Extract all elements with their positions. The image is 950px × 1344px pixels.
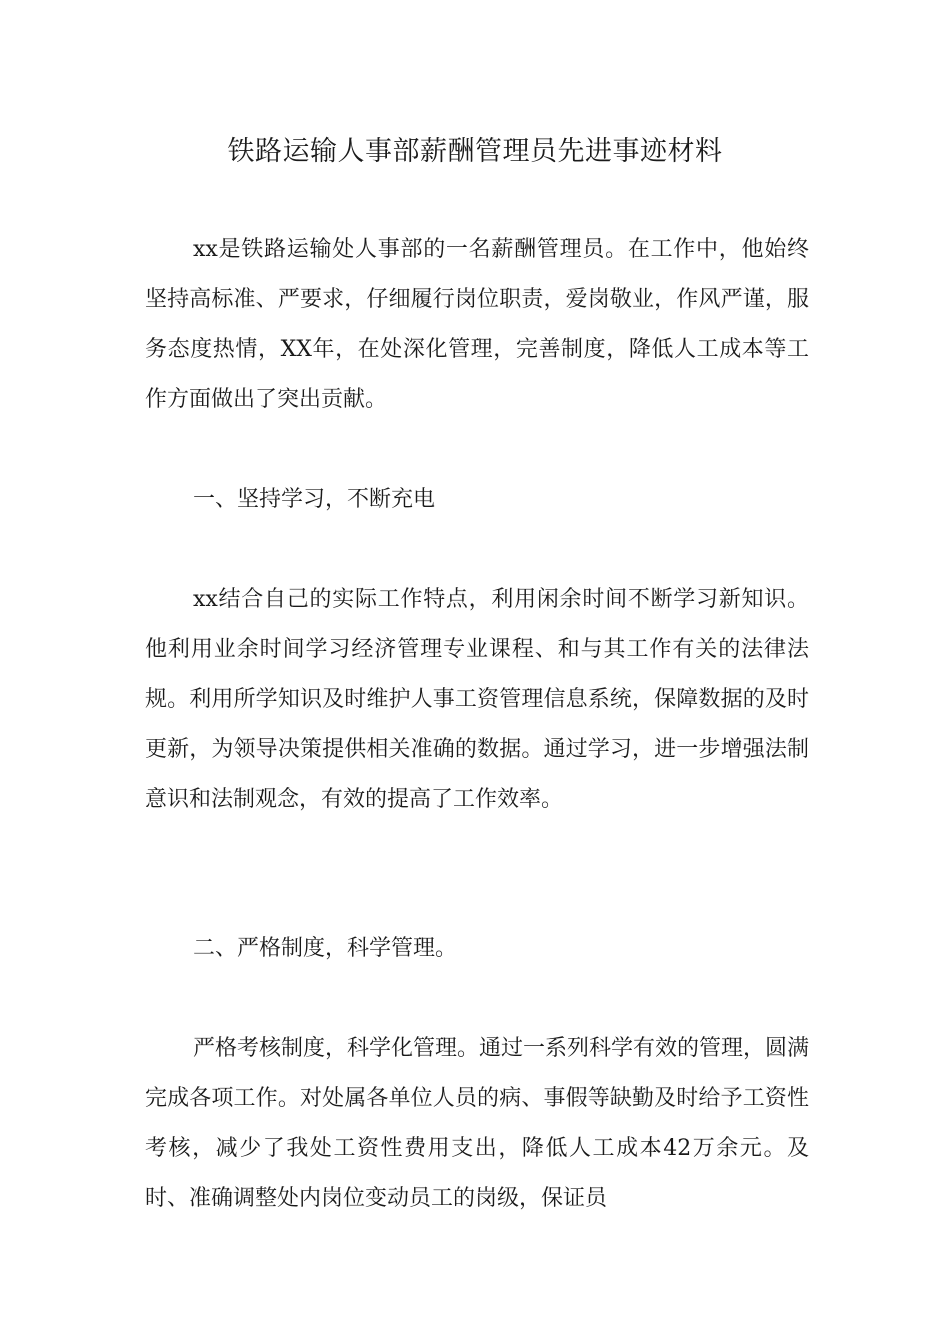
paragraph-study: xx结合自己的实际工作特点，利用闲余时间不断学习新知识。他利用业余时间学习经济管理专业课程、和与其工作有关的法律法规。利用所学知识及时维护人事工资管理信息系统，保障数据的及时更新，为领导决策提供相关准确的数据。通过学习，进一步增强法制意识和法制观念，有效的提高了工作效率。 (145, 587, 809, 812)
document-title: 铁路运输人事部薪酬管理员先进事迹材料 (227, 136, 723, 167)
paragraph-management: 严格考核制度，科学化管理。通过一系列科学有效的管理，圆满完成各项工作。对处属各单位人员的病、事假等缺勤及时给予工资性考核，减少了我处工资性费用支出，降低人工成本42万余元。及时、准确调整处内岗位变动员工的岗级，保证员 (145, 1036, 810, 1211)
paragraph-intro: xx是铁路运输处人事部的一名薪酬管理员。在工作中，他始终坚持高标准、严要求，仔细履行岗位职责，爱岗敬业，作风严谨，服务态度热情，XX年，在处深化管理，完善制度，降低人工成本等工作方面做出了突出贡献。 (145, 237, 809, 412)
section-heading-1: 一、坚持学习，不断充电 (193, 487, 436, 512)
section-heading-2: 二、严格制度，科学管理。 (193, 936, 458, 961)
